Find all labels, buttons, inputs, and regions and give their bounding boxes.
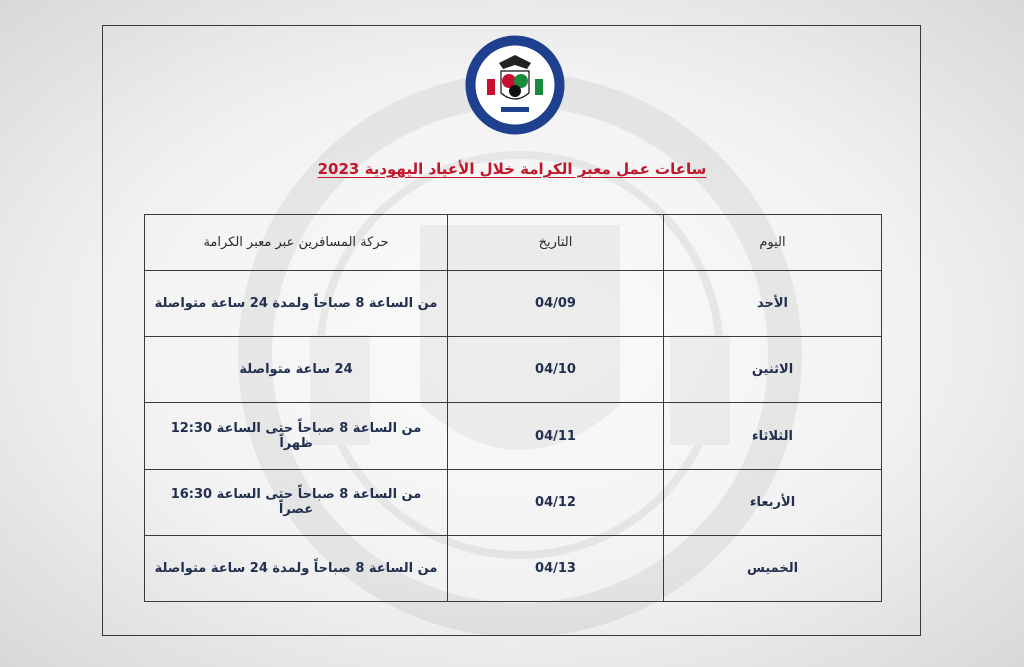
header-movement: حركة المسافرين عبر معبر الكرامة — [145, 215, 448, 271]
cell-movement: من الساعة 8 صباحاً حتى الساعة 12:30 ظهراً — [145, 403, 448, 469]
cell-date: 04/10 — [448, 337, 664, 403]
cell-movement: من الساعة 8 صباحاً ولمدة 24 ساعة متواصلة — [145, 271, 448, 337]
header-day: اليوم — [664, 215, 882, 271]
table-header-row — [145, 215, 882, 271]
cell-date: 04/12 — [448, 469, 664, 535]
cell-day: الخميس — [664, 535, 882, 601]
table-row — [145, 535, 882, 601]
cell-day: الأحد — [664, 271, 882, 337]
header-date: التاريخ — [448, 215, 664, 271]
cell-day: الأربعاء — [664, 469, 882, 535]
table-row — [145, 271, 882, 337]
schedule-table — [144, 214, 882, 602]
cell-day: الاثنين — [664, 337, 882, 403]
table-row — [145, 403, 882, 469]
cell-date: 04/13 — [448, 535, 664, 601]
cell-movement: من الساعة 8 صباحاً حتى الساعة 16:30 عصراً — [145, 469, 448, 535]
cell-movement: 24 ساعة متواصلة — [145, 337, 448, 403]
cell-day: الثلاثاء — [664, 403, 882, 469]
page-title: ساعات عمل معبر الكرامة خلال الأعياد اليهودية 2023 — [317, 160, 707, 178]
table-row — [145, 469, 882, 535]
cell-movement: من الساعة 8 صباحاً ولمدة 24 ساعة متواصلة — [145, 535, 448, 601]
table-row — [145, 337, 882, 403]
crossings-authority-emblem-icon — [465, 35, 565, 135]
cell-date: 04/11 — [448, 403, 664, 469]
cell-date: 04/09 — [448, 271, 664, 337]
